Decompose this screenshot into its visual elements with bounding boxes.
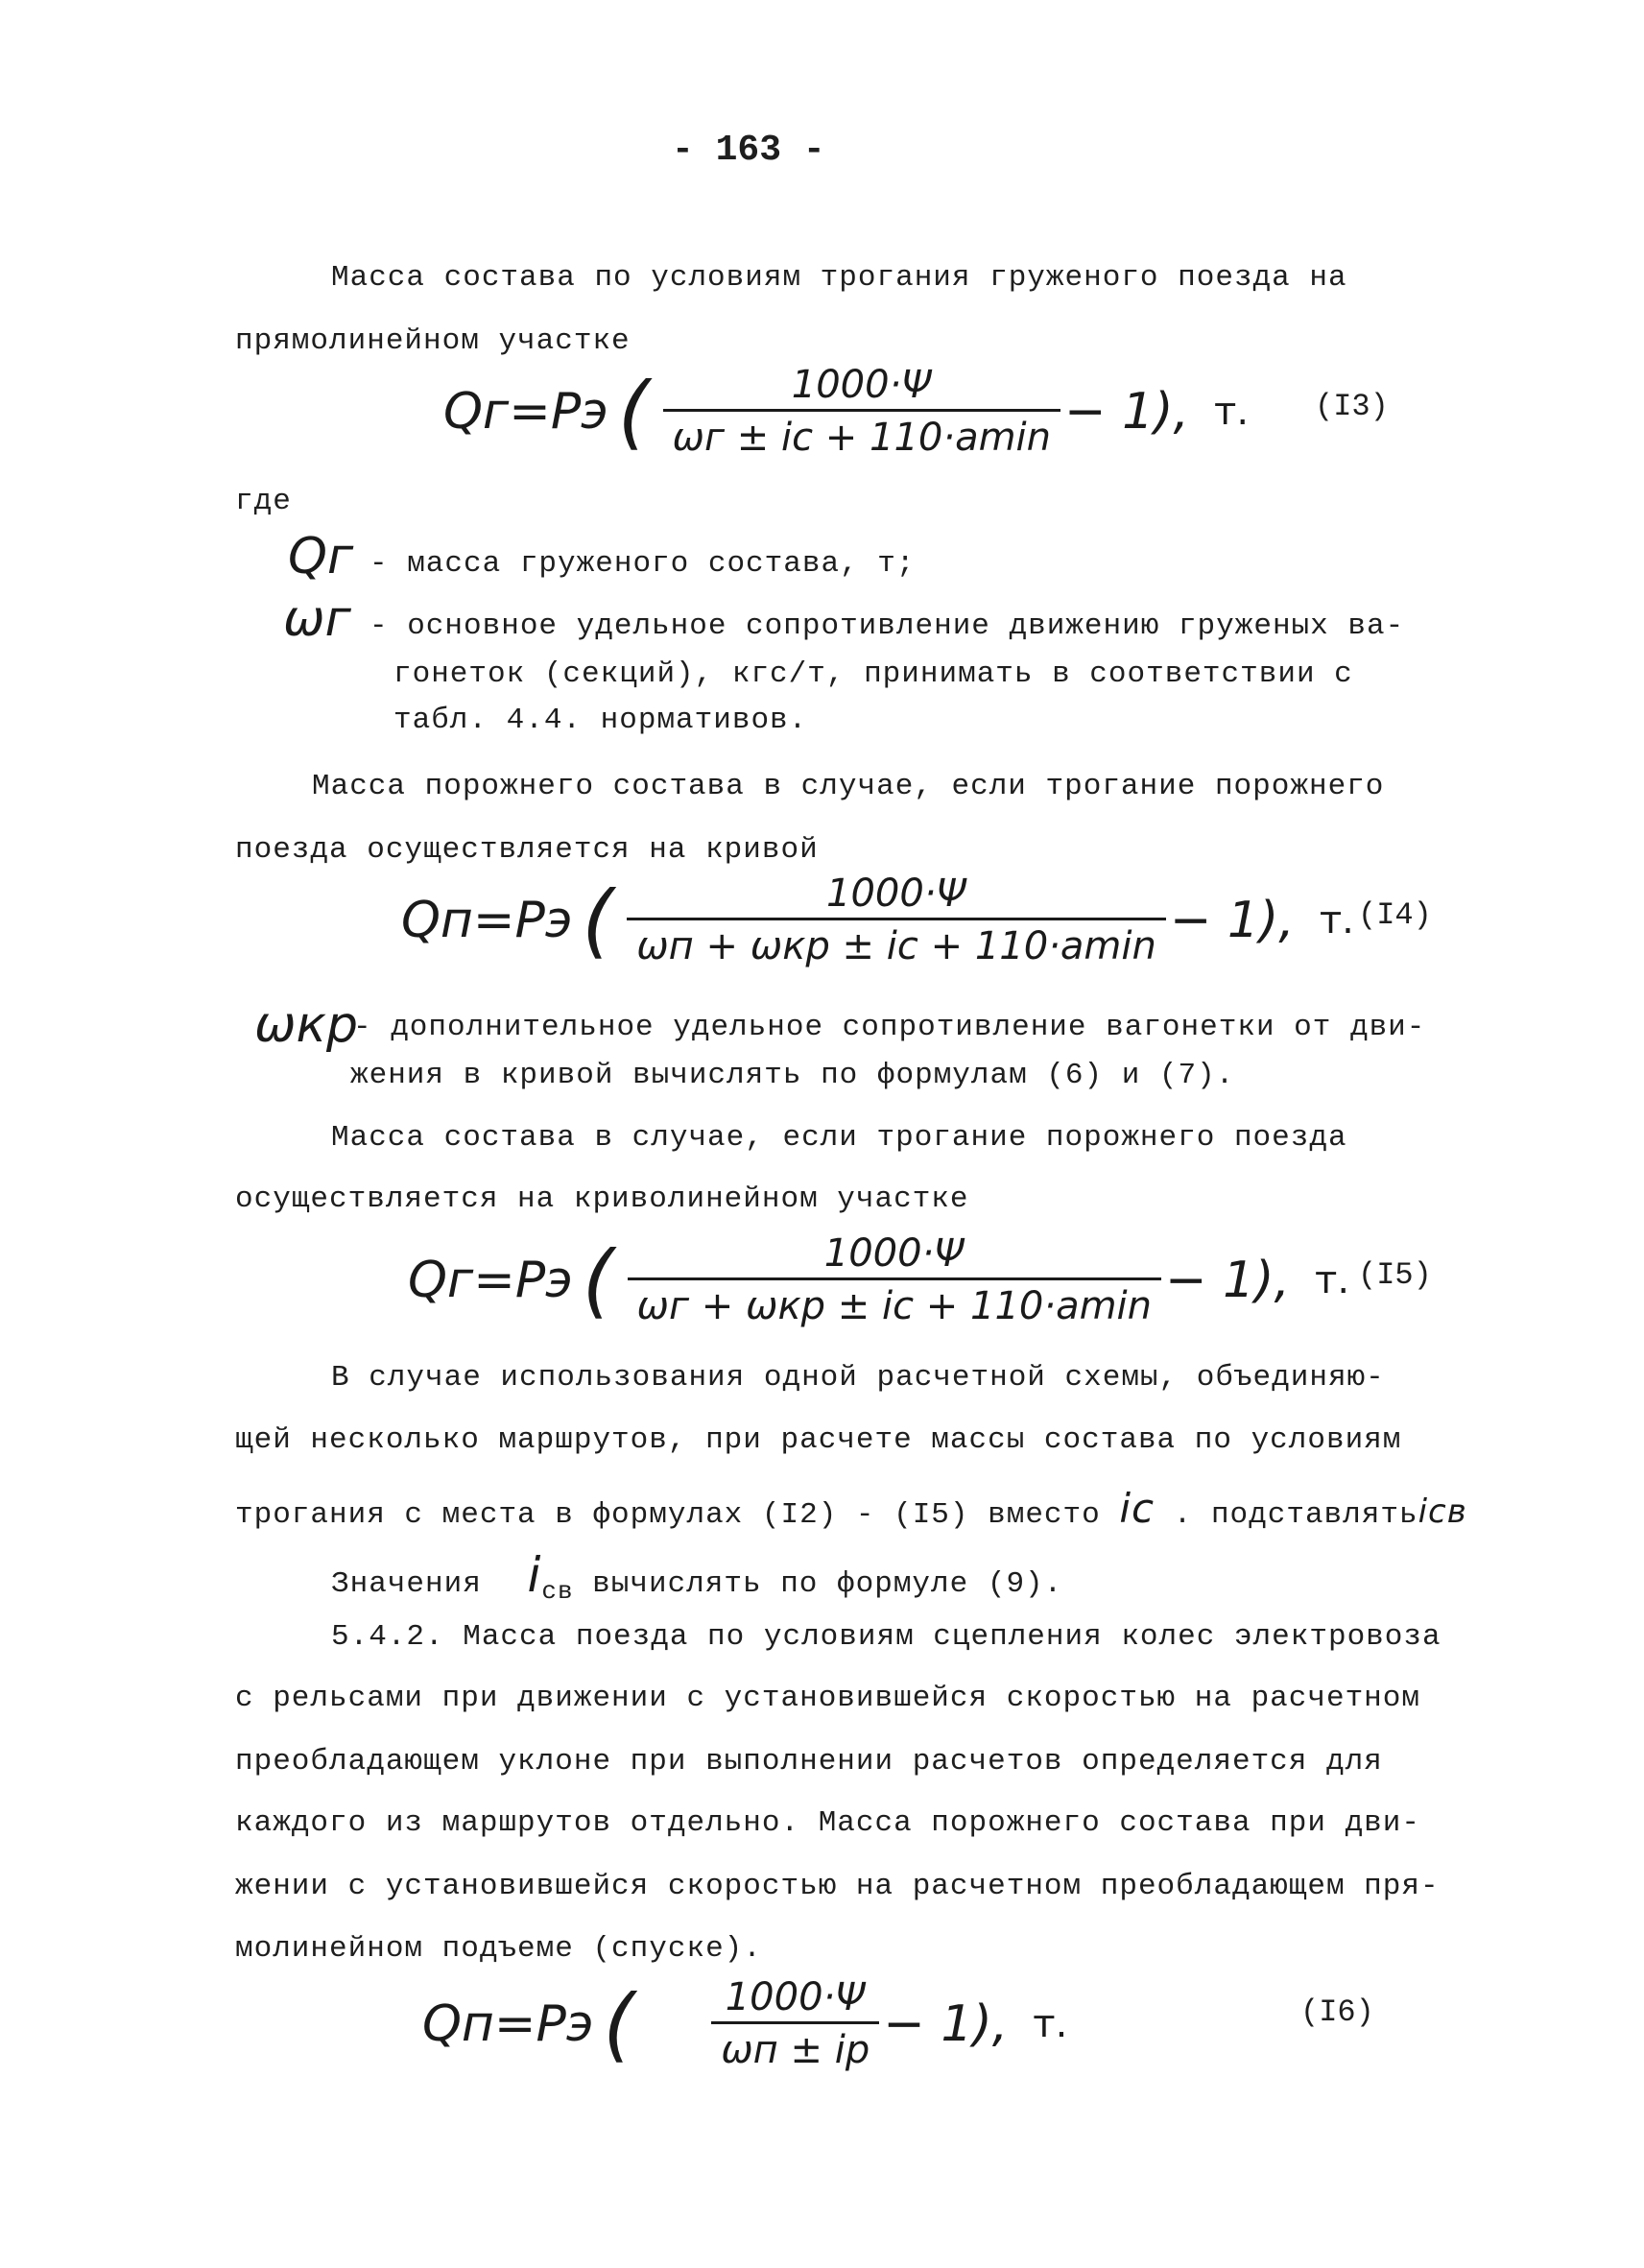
where-label: где (235, 485, 292, 518)
paragraph-1-line-2: прямолинейном участке (235, 324, 631, 358)
ic-symbol: iс (1119, 1485, 1156, 1532)
formula-16-numerator: 1000·Ψ (725, 1975, 866, 2019)
formula-16-fraction (711, 1975, 879, 2072)
def-wkr-line-2: жения в кривой вычислять по формулам (6) и (7). (350, 1059, 1235, 1092)
paragraph-6-line-3: преобладающем уклоне при выполнении расчетов определяется для (235, 1745, 1383, 1779)
formula-13-denominator: ωг ± iс + 110·аmin (663, 409, 1061, 460)
formula-13-unit: т. (1214, 389, 1250, 434)
paragraph-4-line-3-text-a: трогания с места в формулах (I2) - (I5) вместо (235, 1498, 1101, 1532)
formula-15-number: (I5) (1358, 1257, 1432, 1293)
formula-13-fraction (663, 363, 1061, 460)
formula-16 (422, 1975, 1067, 2072)
paragraph-3-line-2: осуществляется на криволинейном участке (235, 1182, 969, 1216)
paragraph-6-line-2: с рельсами при движении с установившейся скоростью на расчетном (235, 1682, 1420, 1715)
formula-16-lhs: Qп=Рэ (422, 1994, 594, 2053)
isv-symbol: i (527, 1547, 542, 1603)
def-qg-text: - масса груженого состава, т; (369, 547, 916, 581)
formula-13-lhs: Qг=Рэ (443, 382, 608, 441)
formula-14-denominator: ωп + ωкр ± iс + 110·аmin (627, 918, 1166, 968)
paragraph-6-line-6: молинейном подъеме (спуске). (235, 1932, 762, 1966)
isv-subscript: св (541, 1577, 574, 1607)
formula-15-lhs: Qг=Рэ (408, 1251, 573, 1309)
formula-14-fraction (627, 871, 1166, 968)
formula-13 (443, 363, 1249, 460)
paragraph-6-line-1: 5.4.2. Масса поезда по условиям сцепления колес электровоза (331, 1620, 1441, 1654)
paragraph-5-text-a: Значения (331, 1567, 482, 1601)
paragraph-4-line-1: В случае использования одной расчетной схемы, объединяю- (331, 1361, 1385, 1395)
paragraph-4-line-2: щей несколько маршрутов, при расчете массы состава по условиям (235, 1423, 1402, 1457)
formula-16-number: (I6) (1300, 1994, 1374, 2030)
formula-13-open-paren: ( (617, 364, 650, 459)
formula-14-lhs: Qп=Рэ (401, 891, 573, 949)
paragraph-5-line (331, 1547, 1062, 1606)
def-qg-symbol: Qг (288, 528, 354, 585)
paragraph-4-line-3 (235, 1485, 1467, 1532)
formula-15-open-paren: ( (582, 1232, 614, 1327)
paragraph-5-text-b: вычислять по формуле (9). (592, 1567, 1063, 1601)
formula-15-numerator: 1000·Ψ (823, 1231, 965, 1276)
formula-14-number: (I4) (1358, 897, 1432, 933)
paragraph-6-line-4: каждого из маршрутов отдельно. Масса порожнего состава при дви- (235, 1806, 1420, 1840)
formula-14-unit: т. (1319, 897, 1354, 943)
formula-16-tail: − 1), (883, 1994, 1009, 2053)
def-wg-line-1: - основное удельное сопротивление движению груженых ва- (369, 609, 1405, 643)
formula-16-denominator: ωп ± iр (711, 2021, 879, 2072)
formula-16-open-paren: ( (603, 1976, 635, 2071)
isv-symbol-inline: iсв (1418, 1492, 1467, 1531)
paragraph-1-line-1: Масса состава по условиям трогания груженого поезда на (331, 261, 1347, 295)
formula-13-numerator: 1000·Ψ (791, 363, 932, 407)
def-wg-line-2: гонеток (секций), кгс/т, принимать в соответствии с (393, 657, 1353, 691)
formula-13-number: (I3) (1315, 389, 1389, 424)
formula-15-tail: − 1), (1165, 1251, 1291, 1309)
formula-15-fraction (628, 1231, 1162, 1328)
formula-14 (401, 871, 1354, 968)
paragraph-3-line-1: Масса состава в случае, если трогание порожнего поезда (331, 1121, 1347, 1155)
paragraph-6-line-5: жении с установившейся скоростью на расчетном преобладающем пря- (235, 1870, 1440, 1903)
page-number: - 163 - (672, 130, 825, 171)
formula-15 (408, 1231, 1349, 1328)
paragraph-4-line-3-text-b: . подставлять (1173, 1498, 1418, 1532)
def-wkr-line-1: - дополнительное удельное сопротивление вагонетки от дви- (353, 1011, 1426, 1044)
formula-14-numerator: 1000·Ψ (826, 871, 966, 916)
formula-16-unit: т. (1033, 2001, 1068, 2046)
formula-14-tail: − 1), (1169, 891, 1295, 949)
formula-15-unit: т. (1315, 1257, 1350, 1302)
def-wg-line-3: табл. 4.4. нормативов. (393, 704, 808, 737)
paragraph-2-line-1: Масса порожнего состава в случае, если трогание порожнего (312, 770, 1385, 803)
def-wkr-symbol: ωкр (254, 996, 358, 1054)
formula-15-denominator: ωг + ωкр ± iс + 110·аmin (628, 1277, 1162, 1328)
paragraph-2-line-2: поезда осуществляется на кривой (235, 833, 819, 867)
def-wg-symbol: ωг (283, 590, 351, 648)
formula-14-open-paren: ( (582, 872, 614, 967)
formula-13-tail: − 1), (1064, 382, 1190, 441)
